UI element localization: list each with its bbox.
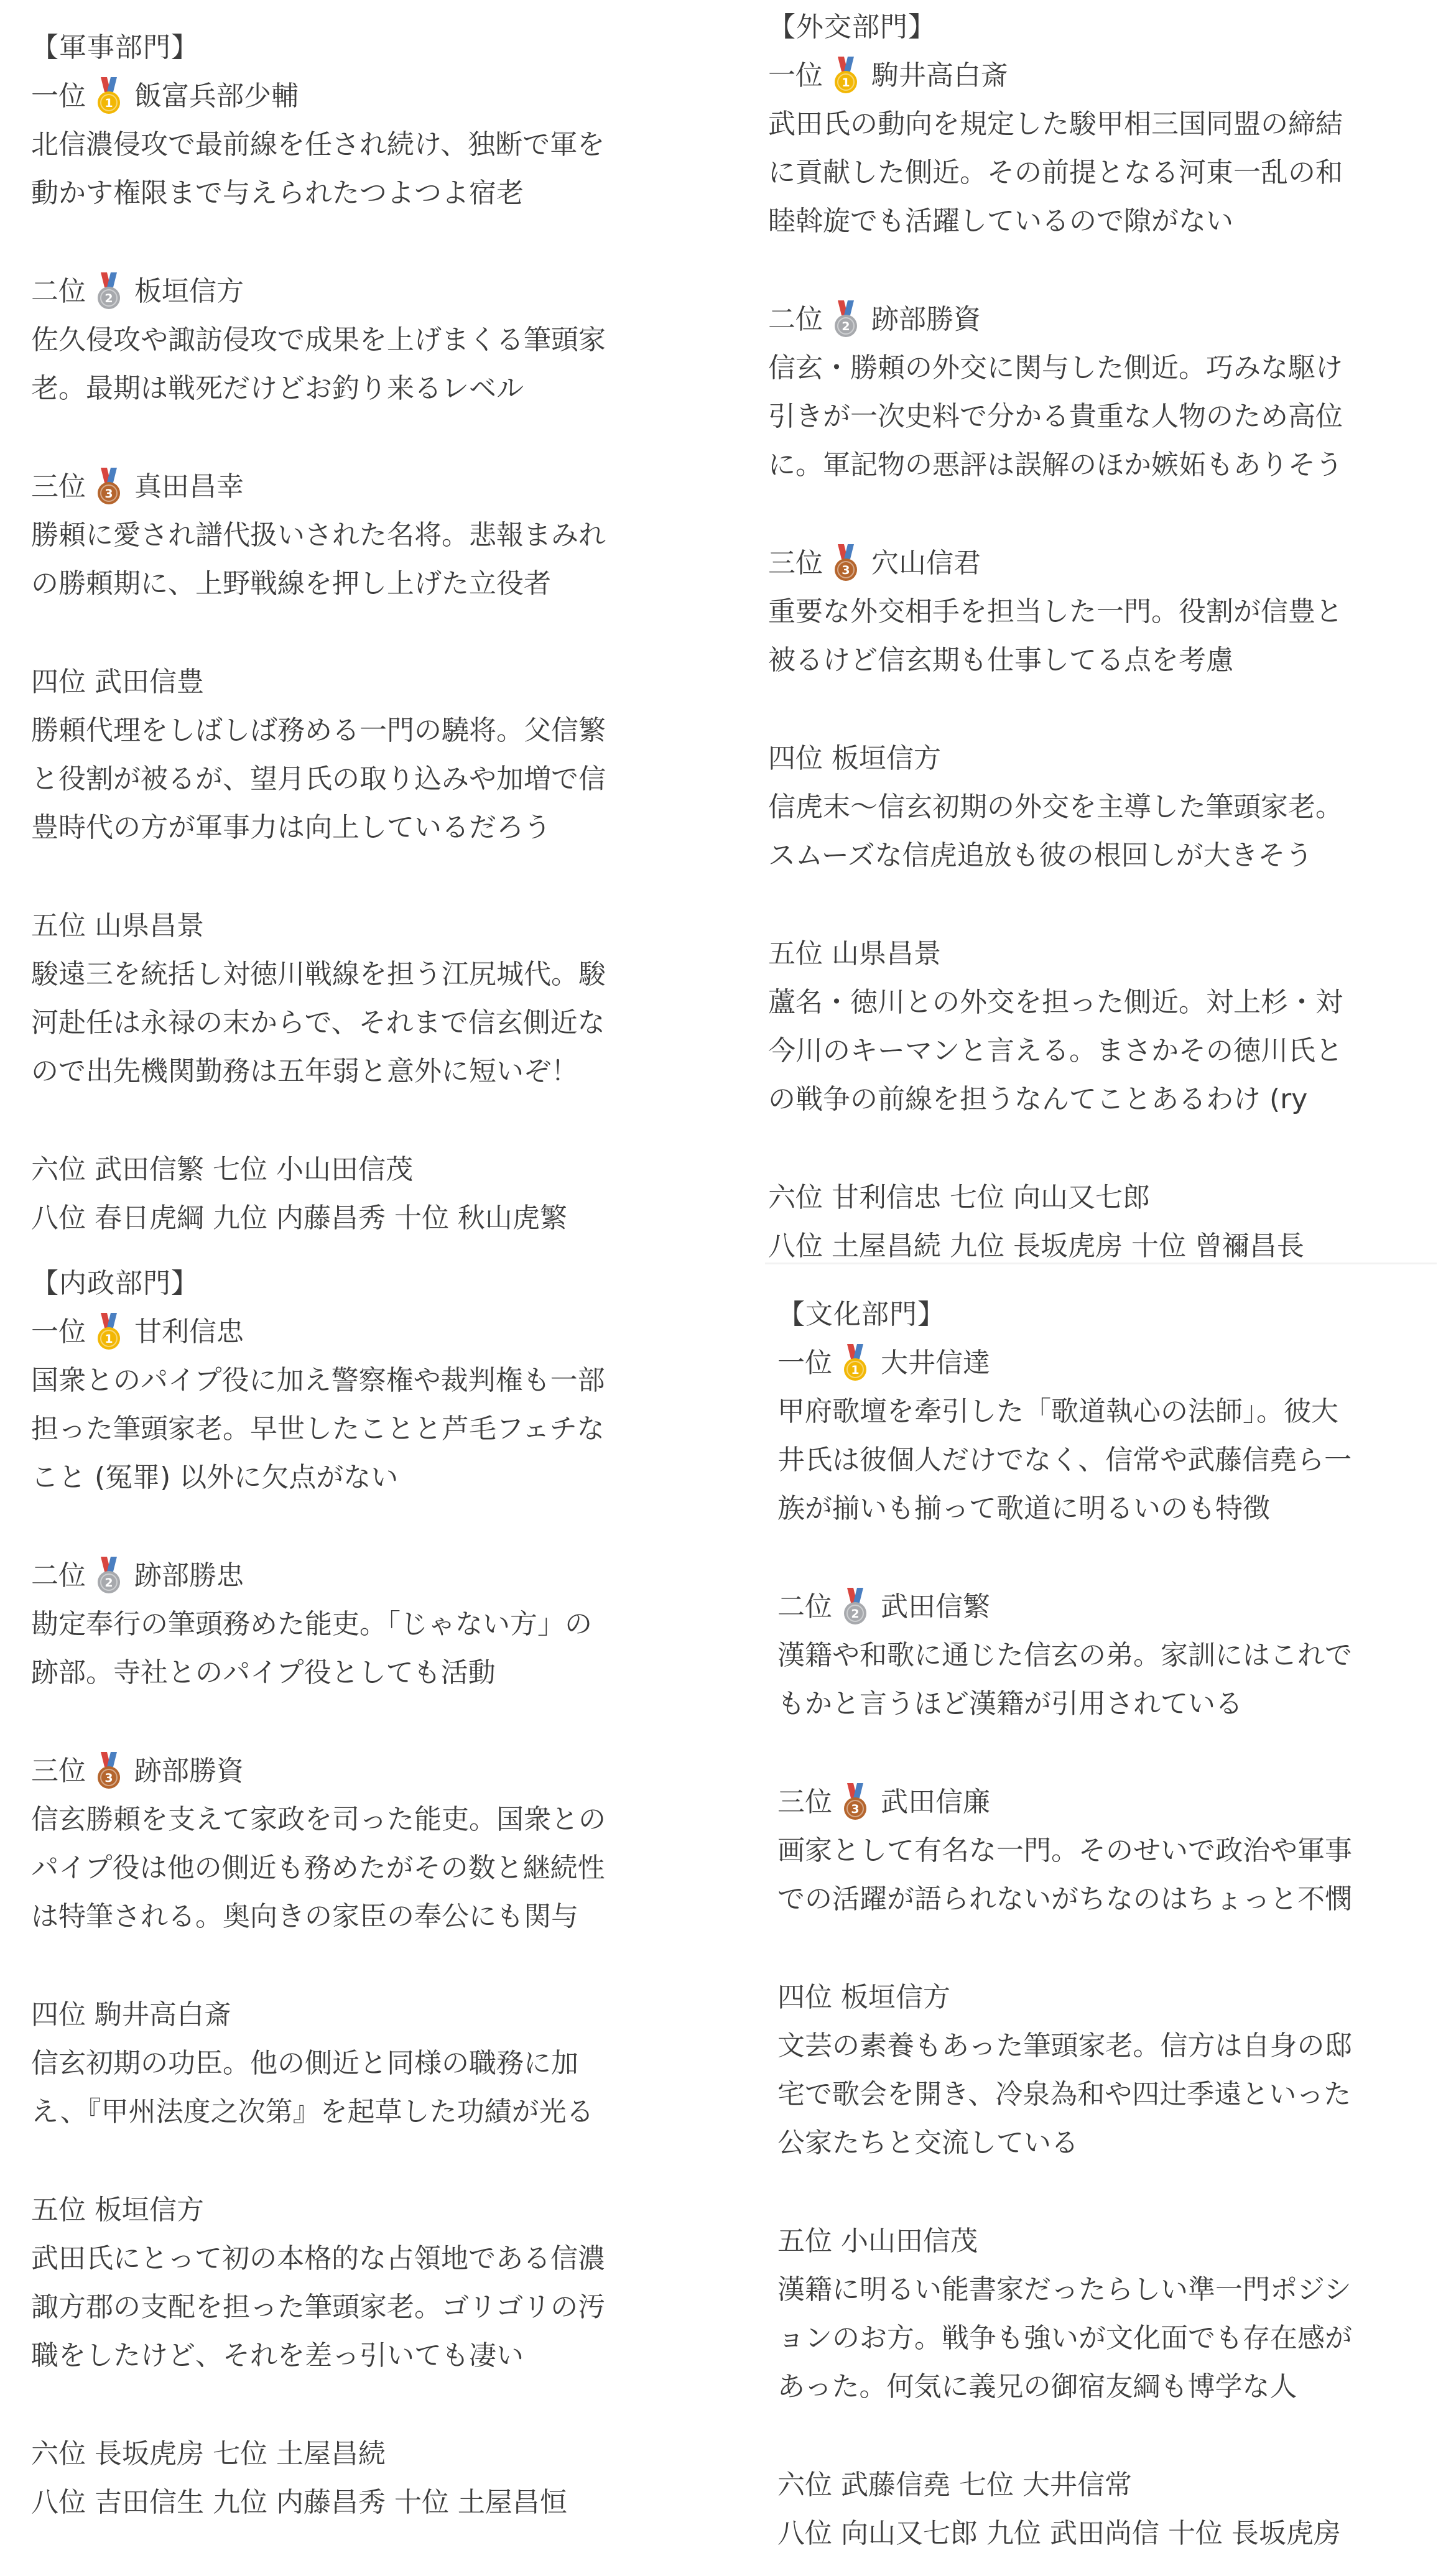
description-line: 族が揃いも揃って歌道に明るいのも特徴 (777, 1493, 1270, 1524)
section-title-diplomacy: 【外交部門】 (768, 11, 936, 43)
svg-text:3: 3 (842, 563, 850, 577)
description-line: 信玄勝頼を支えて家政を司った能吏。国衆との (31, 1804, 606, 1835)
culture-section (777, 1291, 1456, 2558)
bronze-medal-icon (95, 468, 123, 506)
description-line: 国衆とのパイプ役に加え警察権や裁判権も一部 (31, 1365, 605, 1396)
military-entries (31, 72, 728, 1096)
rank-place: 三位 (31, 471, 86, 503)
description-line: 信虎末〜信玄初期の外交を主導した筆頭家老。 (768, 791, 1343, 823)
person-name: 跡部勝忠 (134, 1560, 244, 1592)
bronze-medal-icon (95, 1752, 123, 1791)
ranking-entry (31, 267, 728, 413)
other-ranks-line: 八位 吉田信生 九位 内藤昌秀 十位 土屋昌恒 (31, 2486, 567, 2518)
ranking-entry (777, 1583, 1456, 1728)
ranking-entry (31, 1747, 728, 1941)
description-line: 諏方郡の支配を担った筆頭家老。ゴリゴリの汚 (31, 2291, 606, 2323)
description-line: 文芸の素養もあった筆頭家老。信方は自身の邸 (777, 2030, 1352, 2062)
person-name: 大井信達 (881, 1347, 990, 1379)
description-line: 動かす権限まで与えられたつよつよ宿老 (31, 177, 524, 209)
silver-medal-icon (95, 272, 123, 311)
svg-text:3: 3 (104, 487, 113, 501)
description-line: 蘆名・徳川との外交を担った側近。対上杉・対 (768, 986, 1343, 1018)
description-line: 漢籍や和歌に通じた信玄の弟。家訓にはこれで (777, 1639, 1352, 1671)
description-line: 武田氏にとって初の本格的な占領地である信濃 (31, 2243, 606, 2274)
rank-description (768, 978, 1456, 1124)
person-name: 跡部勝資 (871, 304, 981, 335)
rank-place: 五位 (777, 2225, 832, 2257)
other-ranks-line: 八位 向山又七郎 九位 武田尚信 十位 長坂虎房 (777, 2518, 1341, 2549)
rank-description (768, 344, 1456, 489)
rank-place: 一位 (768, 60, 823, 91)
rank-description (31, 121, 728, 218)
ranking-entry (777, 1778, 1456, 1924)
rank-description (777, 2022, 1456, 2167)
rank-description (31, 2039, 728, 2136)
person-name: 山県昌景 (95, 910, 204, 942)
ranking-entry (31, 1991, 728, 2136)
description-line: 跡部。寺社とのパイプ役としても活動 (31, 1657, 496, 1689)
ranking-entry (768, 295, 1456, 489)
rank-place: 一位 (31, 1316, 86, 1348)
ranking-entry (31, 902, 728, 1096)
military-section (31, 24, 728, 1243)
rank-heading (31, 1552, 728, 1600)
ranking-entry (768, 734, 1456, 880)
rank-place: 二位 (31, 276, 86, 307)
rank-place: 三位 (31, 1755, 86, 1787)
rank-description (768, 588, 1456, 685)
person-name: 飯富兵部少輔 (134, 80, 299, 112)
person-name: 駒井高白斎 (95, 1999, 231, 2031)
person-name: 板垣信方 (832, 743, 941, 774)
rank-place: 二位 (768, 304, 823, 335)
rank-place: 四位 (31, 1999, 86, 2031)
ranking-entry (31, 463, 728, 608)
ranking-entry (31, 2186, 728, 2380)
ranking-entry (768, 930, 1456, 1124)
rank-heading (31, 658, 728, 707)
gold-medal-icon (95, 1313, 123, 1351)
rank-place: 五位 (31, 2194, 86, 2226)
svg-text:1: 1 (104, 96, 113, 110)
description-line: 引きが一次史料で分かる貴重な人物のため高位 (768, 401, 1343, 432)
description-line: 今川のキーマンと言える。まさかその徳川氏と (768, 1035, 1343, 1067)
domestic-entries (31, 1308, 728, 2380)
person-name: 板垣信方 (841, 1981, 950, 2013)
ranking-entry (777, 2217, 1456, 2411)
description-line: 甲府歌壇を牽引した「歌道執心の法師」。彼大 (777, 1396, 1338, 1427)
description-line: 担った筆頭家老。早世したことと芦毛フェチな (31, 1413, 605, 1445)
rank-place: 三位 (768, 547, 823, 579)
person-name: 小山田信茂 (841, 2225, 978, 2257)
rank-heading (777, 1778, 1456, 1827)
other-ranks-line: 八位 春日虎綱 九位 内藤昌秀 十位 秋山虎繁 (31, 1202, 567, 1234)
rank-description (31, 1600, 728, 1697)
description-line: こと (冤罪) 以外に欠点がない (31, 1462, 399, 1493)
description-line: 勝頼に愛され譜代扱いされた名将。悲報まみれ (31, 519, 606, 551)
culture-other-ranks (777, 2461, 1456, 2558)
svg-text:1: 1 (104, 1332, 113, 1346)
rank-description (31, 1796, 728, 1941)
description-line: 宅で歌会を開き、冷泉為和や四辻季遠といった (777, 2078, 1352, 2110)
ranking-entry (31, 72, 728, 218)
section-title-domestic: 【内政部門】 (31, 1267, 199, 1299)
description-line: 北信濃侵攻で最前線を任され続け、独断で軍を (31, 129, 605, 160)
description-line: 重要な外交相手を担当した一門。役割が信豊と (768, 596, 1343, 628)
rank-place: 五位 (31, 910, 86, 942)
description-line: での活躍が語られないがちなのはちょっと不憫 (777, 1883, 1352, 1915)
description-line: の戦争の前線を担うなんてことあるわけ (ry (768, 1083, 1308, 1115)
rank-place: 二位 (777, 1591, 832, 1623)
person-name: 武田信繁 (881, 1591, 990, 1623)
rank-place: 四位 (777, 1981, 832, 2013)
description-line: 駿遠三を統括し対徳川戦線を担う江尻城代。駿 (31, 958, 606, 990)
rank-heading (31, 2186, 728, 2235)
rank-description (777, 1631, 1456, 1728)
person-name: 甘利信忠 (134, 1316, 244, 1348)
person-name: 板垣信方 (95, 2194, 204, 2226)
rank-heading (31, 267, 728, 316)
rank-description (777, 1388, 1456, 1533)
ranking-entry (777, 1973, 1456, 2167)
svg-text:2: 2 (104, 292, 113, 305)
rank-place: 四位 (31, 666, 86, 698)
description-line: 佐久侵攻や諏訪侵攻で成果を上げまくる筆頭家 (31, 324, 606, 356)
rank-heading (777, 1583, 1456, 1631)
bronze-medal-icon (832, 544, 860, 583)
description-line: 勘定奉行の筆頭務めた能吏。「じゃない方」の (31, 1608, 592, 1640)
rank-heading (31, 1991, 728, 2039)
rank-description (777, 2266, 1456, 2411)
description-line: は特筆される。奥向きの家臣の奉公にも関与 (31, 1901, 578, 1932)
rank-description (31, 316, 728, 413)
rank-heading (768, 295, 1456, 344)
description-line: 老。最期は戦死だけどお釣り来るレベル (31, 373, 524, 404)
domestic-other-ranks (31, 2430, 728, 2527)
silver-medal-icon (841, 1588, 869, 1626)
silver-medal-icon (832, 300, 860, 339)
domestic-section (31, 1259, 728, 2527)
rank-heading (777, 1973, 1456, 2022)
rank-place: 四位 (768, 743, 823, 774)
gold-medal-icon (841, 1344, 869, 1383)
person-name: 武田信豊 (95, 666, 204, 698)
rank-heading (31, 1308, 728, 1356)
description-line: え、『甲州法度之次第』を起草した功績が光る (31, 2096, 594, 2128)
description-line: 公家たちと交流している (777, 2127, 1078, 2159)
silver-medal-icon (95, 1557, 123, 1595)
description-line: 豊時代の方が軍事力は向上しているだろう (31, 812, 551, 843)
ranking-entry (777, 1339, 1456, 1533)
description-line: パイプ役は他の側近も務めたがその数と継続性 (31, 1852, 605, 1884)
ranking-entry (768, 539, 1456, 685)
rank-heading (768, 539, 1456, 588)
person-name: 真田昌幸 (134, 471, 244, 503)
description-line: 井氏は彼個人だけでなく、信常や武藤信堯ら一 (777, 1444, 1352, 1476)
rank-description (31, 950, 728, 1096)
person-name: 穴山信君 (871, 547, 981, 579)
description-line: に貢献した側近。その前提となる河東一乱の和 (768, 157, 1343, 188)
rank-heading (31, 902, 728, 950)
description-line: 武田氏の動向を規定した駿甲相三国同盟の締結 (768, 108, 1343, 140)
person-name: 駒井高白斎 (871, 60, 1008, 91)
description-line: 職をしたけど、それを差っ引いても凄い (31, 2340, 524, 2371)
description-line: 画家として有名な一門。そのせいで政治や軍事 (777, 1835, 1352, 1866)
rank-heading (768, 734, 1456, 783)
rank-description (777, 1827, 1456, 1924)
gold-medal-icon (832, 57, 860, 95)
rank-description (31, 511, 728, 608)
rank-heading (31, 1747, 728, 1796)
ranking-entry (31, 1308, 728, 1502)
svg-text:2: 2 (842, 320, 850, 333)
rank-place: 一位 (777, 1347, 832, 1379)
ranking-entry (768, 52, 1456, 246)
person-name: 武田信廉 (881, 1786, 990, 1818)
description-line: 被るけど信玄期も仕事してる点を考慮 (768, 644, 1233, 676)
description-line: と役割が被るが、望月氏の取り込みや加増で信 (31, 763, 606, 795)
rank-heading (777, 1339, 1456, 1388)
description-line: 信玄・勝頼の外交に関与した側近。巧みな駆け (768, 352, 1343, 384)
svg-text:1: 1 (851, 1363, 860, 1377)
rank-place: 一位 (31, 80, 86, 112)
diplomacy-other-ranks (768, 1174, 1456, 1271)
description-line: 河赴任は永禄の末からで、それまで信玄側近な (31, 1007, 605, 1039)
ranking-entry (31, 1552, 728, 1697)
description-line: 漢籍に明るい能書家だったらしい準一門ポジシ (777, 2274, 1352, 2305)
person-name: 板垣信方 (134, 276, 244, 307)
rank-heading (777, 2217, 1456, 2266)
rank-place: 五位 (768, 938, 823, 970)
rank-heading (768, 52, 1456, 100)
description-line: 信玄初期の功臣。他の側近と同様の職務に加 (31, 2047, 578, 2079)
svg-text:2: 2 (851, 1607, 860, 1621)
bronze-medal-icon (841, 1783, 869, 1822)
rank-heading (768, 930, 1456, 978)
rank-description (768, 100, 1456, 246)
description-line: ので出先機関勤務は五年弱と意外に短いぞ！ (31, 1055, 578, 1087)
other-ranks-line: 六位 甘利信忠 七位 向山又七郎 (768, 1182, 1150, 1213)
diplomacy-entries (768, 52, 1456, 1124)
description-line: の勝頼期に、上野戦線を押し上げた立役者 (31, 568, 551, 600)
diplomacy-section (768, 3, 1456, 1271)
rank-heading (31, 72, 728, 121)
rank-description (31, 1356, 728, 1502)
section-title-culture: 【文化部門】 (777, 1299, 945, 1330)
other-ranks-line: 六位 武田信繁 七位 小山田信茂 (31, 1154, 413, 1185)
description-line: あった。何気に義兄の御宿友綱も博学な人 (777, 2371, 1297, 2403)
rank-place: 三位 (777, 1786, 832, 1818)
culture-entries (777, 1339, 1456, 2411)
rank-heading (31, 463, 728, 511)
military-other-ranks (31, 1146, 728, 1243)
rank-description (31, 2235, 728, 2380)
person-name: 山県昌景 (832, 938, 941, 970)
gold-medal-icon (95, 77, 123, 116)
other-ranks-line: 六位 長坂虎房 七位 土屋昌続 (31, 2438, 386, 2470)
description-line: ョンのお方。戦争も強いが文化面でも存在感が (777, 2322, 1352, 2354)
description-line: もかと言うほど漢籍が引用されている (777, 1688, 1243, 1720)
svg-text:3: 3 (104, 1771, 113, 1785)
description-line: 睦斡旋でも活躍しているので隙がない (768, 205, 1233, 237)
other-ranks-line: 六位 武藤信堯 七位 大井信常 (777, 2469, 1132, 2501)
svg-text:3: 3 (851, 1802, 860, 1816)
rank-description (31, 707, 728, 852)
svg-text:2: 2 (104, 1576, 113, 1590)
svg-text:1: 1 (842, 76, 850, 90)
ranking-entry (31, 658, 728, 852)
other-ranks-line: 八位 土屋昌続 九位 長坂虎房 十位 曾禰昌長 (768, 1230, 1304, 1262)
section-title-military: 【軍事部門】 (31, 32, 199, 63)
description-line: スムーズな信虎追放も彼の根回しが大きそう (768, 840, 1313, 871)
description-line: に。軍記物の悪評は誤解のほか嫉妬もありそう (768, 449, 1343, 481)
description-line: 勝頼代理をしばしば務める一門の驍将。父信繁 (31, 715, 606, 746)
person-name: 跡部勝資 (134, 1755, 244, 1787)
rank-description (768, 783, 1456, 880)
rank-place: 二位 (31, 1560, 86, 1592)
